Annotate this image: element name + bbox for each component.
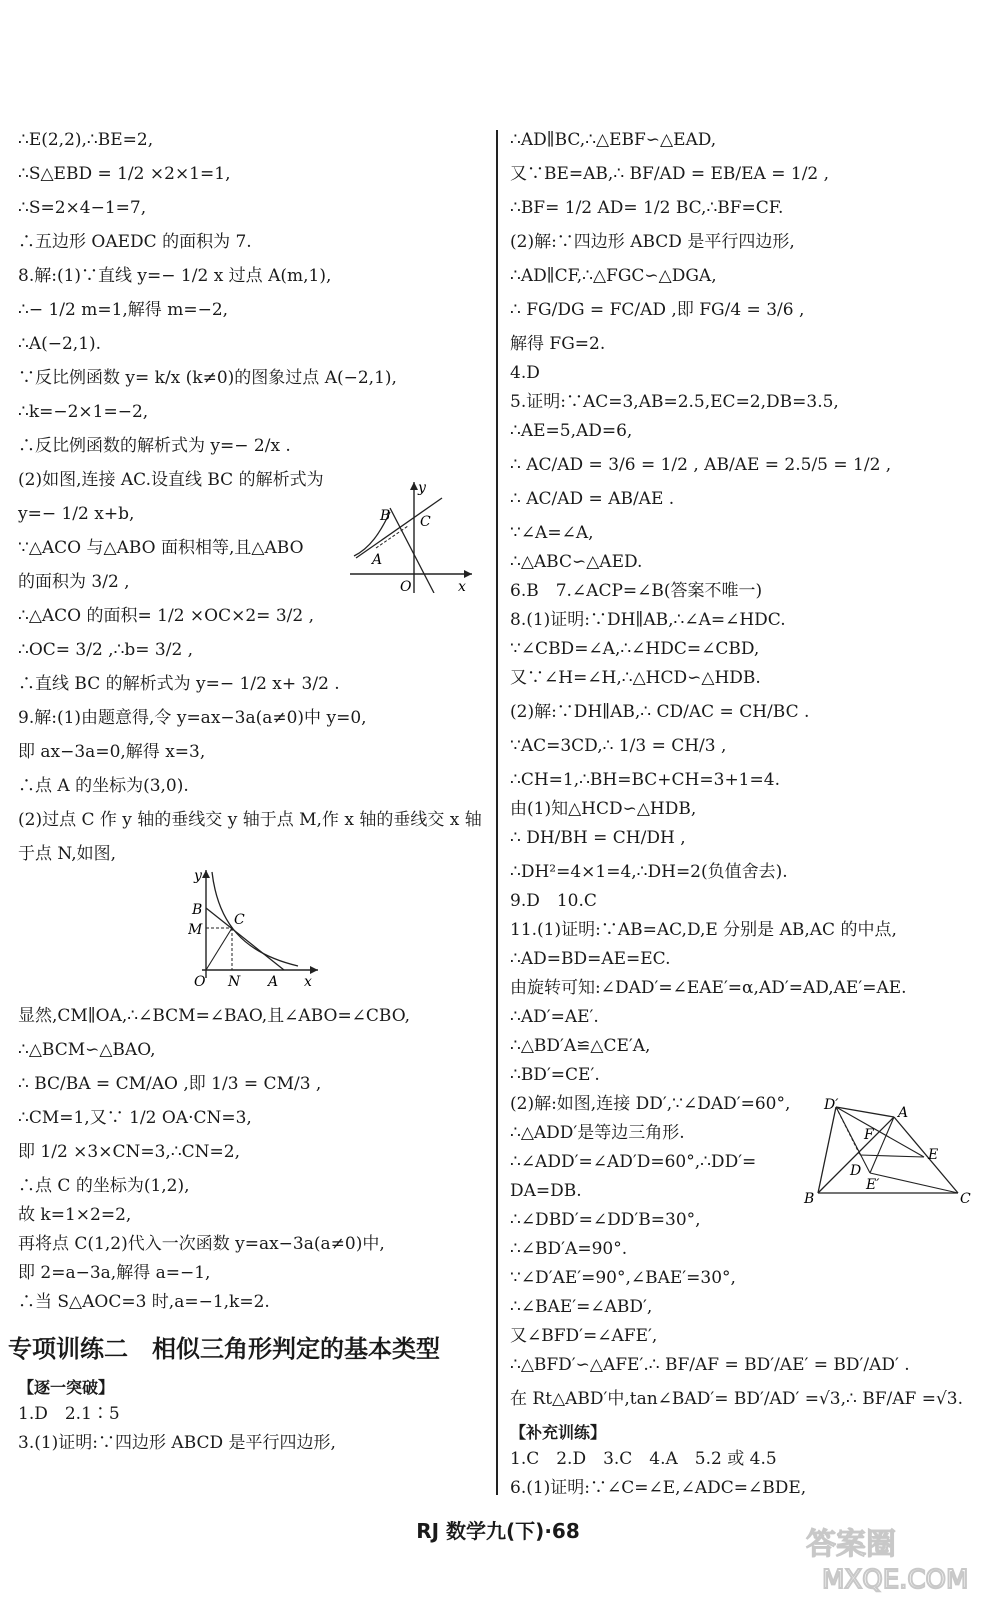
text-line: ∴直线 BC 的解析式为 y=− 1/2 x+ 3/2 . xyxy=(18,674,340,694)
text-line: 9.D 10.C xyxy=(510,891,597,911)
label-y: y xyxy=(194,868,202,884)
label-x: x xyxy=(304,974,312,990)
text-line: 5.证明:∵AC=3,AB=2.5,EC=2,DB=3.5, xyxy=(510,392,839,412)
y-axis-arrow-icon xyxy=(410,482,418,490)
text-line: 再将点 C(1,2)代入一次函数 y=ax−3a(a≠0)中, xyxy=(18,1234,385,1254)
text-line: ∴ AC/AD = AB/AE . xyxy=(510,489,675,509)
text-line: 的面积为 3/2 , xyxy=(18,572,130,592)
label-e: E xyxy=(928,1147,939,1163)
text-line: (2)过点 C 作 y 轴的垂线交 y 轴于点 M,作 x 轴的垂线交 x 轴 xyxy=(18,810,482,830)
text-line: ∴∠BAE′=∠ABD′, xyxy=(510,1297,653,1317)
text-line: ∴CH=1,∴BH=BC+CH=3+1=4. xyxy=(510,770,780,790)
label-c: C xyxy=(234,912,245,928)
watermark-url: MXQE.COM xyxy=(822,1565,969,1595)
text-line: ∴AD=BD=AE=EC. xyxy=(510,949,671,969)
x-axis-arrow-icon xyxy=(464,570,472,578)
text-line: ∴AE=5,AD=6, xyxy=(510,421,633,441)
label-n: N xyxy=(228,974,241,990)
text-line: ∴BF= 1/2 AD= 1/2 BC,∴BF=CF. xyxy=(510,198,784,218)
right-column xyxy=(510,130,980,1507)
y-axis-arrow-icon xyxy=(202,870,210,878)
text-line: 8.(1)证明:∵DH∥AB,∴∠A=∠HDC. xyxy=(510,610,786,630)
text-line: ∴E(2,2),∴BE=2, xyxy=(18,130,154,150)
text-line: ∴S=2×4−1=7, xyxy=(18,198,147,218)
text-line: 8.解:(1)∵直线 y=− 1/2 x 过点 A(m,1), xyxy=(18,266,332,286)
text-line: ∴△BFD′∽△AFE′.∴ BF/AF = BD′/AE′ = BD′/AD′ . xyxy=(510,1355,910,1375)
segment-a-e-prime xyxy=(870,1117,894,1173)
text-line: ∴CM=1,又∵ 1/2 OA·CN=3, xyxy=(18,1108,252,1128)
text-line: ∴ AC/AD = 3/6 = 1/2 , AB/AE = 2.5/5 = 1/2 , xyxy=(510,455,892,475)
text-line: ∵△ACO 与△ABO 面积相等,且△ABO xyxy=(18,538,304,558)
text-line: ∴△ACO 的面积= 1/2 ×OC×2= 3/2 , xyxy=(18,606,314,626)
section-title: 专项训练二 相似三角形判定的基本类型 xyxy=(8,1335,440,1363)
text-line: 由(1)知△HCD∽△HDB, xyxy=(510,799,697,819)
figure-2-graph xyxy=(188,868,323,990)
text-line: ∴∠ADD′=∠AD′D=60°,∴DD′= xyxy=(510,1152,757,1172)
label-f: F xyxy=(864,1127,874,1143)
text-line: ∴AD′=AE′. xyxy=(510,1007,599,1027)
watermark-text: 答案圈 xyxy=(806,1527,896,1562)
label-o: O xyxy=(194,974,206,990)
text-line: ∴五边形 OAEDC 的面积为 7. xyxy=(18,232,252,252)
text-line: 1.D 2.1∶5 xyxy=(18,1404,120,1424)
left-column xyxy=(8,130,488,1462)
segment-de xyxy=(860,1155,924,1157)
segment-e-prime-c xyxy=(870,1173,958,1193)
text-line: ∴∠BD′A=90°. xyxy=(510,1239,628,1259)
section-label: 【补充训练】 xyxy=(510,1423,607,1442)
text-line: 即 1/2 ×3×CN=3,∴CN=2, xyxy=(18,1142,240,1162)
text-line: ∴DH²=4×1=4,∴DH=2(负值舍去). xyxy=(510,862,788,882)
label-d: D xyxy=(850,1163,862,1179)
text-line: DA=DB. xyxy=(510,1181,582,1201)
text-line: ∴A(−2,1). xyxy=(18,334,102,354)
label-a: A xyxy=(372,552,383,568)
text-line: ∴S△EBD = 1/2 ×2×1=1, xyxy=(18,164,231,184)
text-line: ∴BD′=CE′. xyxy=(510,1065,600,1085)
label-o: O xyxy=(400,579,412,593)
label-m: M xyxy=(188,922,203,938)
text-line: 解得 FG=2. xyxy=(510,334,606,354)
text-line: (2)如图,连接 AC.设直线 BC 的解析式为 xyxy=(18,470,324,490)
label-e-prime: E′ xyxy=(866,1177,880,1193)
text-line: 即 2=a−3a,解得 a=−1, xyxy=(18,1263,211,1283)
text-line: 即 ax−3a=0,解得 x=3, xyxy=(18,742,206,762)
line-oc xyxy=(206,928,232,970)
label-c: C xyxy=(420,514,431,530)
text-line: 在 Rt△ABD′中,tan∠BAD′= BD′/AD′ =√3,∴ BF/AF =√3. xyxy=(510,1389,964,1409)
label-c: C xyxy=(960,1191,971,1207)
text-line: ∵AC=3CD,∴ 1/3 = CH/3 , xyxy=(510,736,727,756)
text-line: 显然,CM∥OA,∴∠BCM=∠BAO,且∠ABO=∠CBO, xyxy=(18,1006,411,1026)
figure-1-graph xyxy=(350,478,480,593)
text-line: 6.(1)证明:∵∠C=∠E,∠ADC=∠BDE, xyxy=(510,1478,807,1498)
text-line: 又∵BE=AB,∴ BF/AD = EB/EA = 1/2 , xyxy=(510,164,830,184)
text-line: 6.B 7.∠ACP=∠B(答案不唯一) xyxy=(510,581,763,601)
text-line: ∴AD∥BC,∴△EBF∽△EAD, xyxy=(510,130,717,150)
text-line: (2)解:∵DH∥AB,∴ CD/AC = CH/BC . xyxy=(510,702,810,722)
text-line: 故 k=1×2=2, xyxy=(18,1205,132,1225)
text-line: ∴点 C 的坐标为(1,2), xyxy=(18,1176,190,1196)
section-label: 【逐一突破】 xyxy=(18,1378,115,1397)
text-line: 9.解:(1)由题意得,令 y=ax−3a(a≠0)中 y=0, xyxy=(18,708,367,728)
text-line: ∴点 A 的坐标为(3,0). xyxy=(18,776,189,796)
segment-ac xyxy=(894,1117,958,1193)
text-line: ∴△BCM∽△BAO, xyxy=(18,1040,156,1060)
text-line: 1.C 2.D 3.C 4.A 5.2 或 4.5 xyxy=(510,1449,777,1469)
text-line: ∴△BD′A≌△CE′A, xyxy=(510,1036,651,1056)
label-a: A xyxy=(898,1105,909,1121)
figure-3-geometry xyxy=(800,1095,975,1210)
line-ba xyxy=(206,908,284,970)
segment-bd-prime xyxy=(818,1107,836,1193)
text-line: (2)解:∵四边形 ABCD 是平行四边形, xyxy=(510,232,795,252)
text-line: ∴− 1/2 m=1,解得 m=−2, xyxy=(18,300,229,320)
label-d-prime: D′ xyxy=(824,1097,839,1113)
page-footer: RJ 数学九(下)·68 xyxy=(416,1519,580,1543)
text-line: 11.(1)证明:∵AB=AC,D,E 分别是 AB,AC 的中点, xyxy=(510,920,897,940)
hyperbola-curve xyxy=(212,872,298,966)
text-line: ∴k=−2×1=−2, xyxy=(18,402,149,422)
text-line: 于点 N,如图, xyxy=(18,844,116,864)
x-axis-arrow-icon xyxy=(310,966,318,974)
label-b: B xyxy=(192,902,203,918)
text-line: ∴AD∥CF,∴△FGC∽△DGA, xyxy=(510,266,717,286)
label-b: B xyxy=(380,508,391,524)
text-line: 又∠BFD′=∠AFE′, xyxy=(510,1326,658,1346)
text-line: ∵∠D′AE′=90°,∠BAE′=30°, xyxy=(510,1268,736,1288)
column-divider xyxy=(496,130,498,1495)
text-line: 又∵∠H=∠H,∴△HCD∽△HDB. xyxy=(510,668,761,688)
text-line: (2)解:如图,连接 DD′,∵∠DAD′=60°, xyxy=(510,1094,791,1114)
text-line: ∵∠CBD=∠A,∴∠HDC=∠CBD, xyxy=(510,639,760,659)
text-line: y=− 1/2 x+b, xyxy=(18,504,135,524)
text-line: 由旋转可知:∠DAD′=∠EAE′=α,AD′=AD,AE′=AE. xyxy=(510,978,907,998)
text-line: ∴∠DBD′=∠DD′B=30°, xyxy=(510,1210,701,1230)
label-a: A xyxy=(268,974,279,990)
text-line: ∴OC= 3/2 ,∴b= 3/2 , xyxy=(18,640,194,660)
text-line: ∴反比例函数的解析式为 y=− 2/x . xyxy=(18,436,291,456)
text-line: ∵反比例函数 y= k/x (k≠0)的图象过点 A(−2,1), xyxy=(18,368,397,388)
text-line: ∵∠A=∠A, xyxy=(510,523,594,543)
label-x: x xyxy=(458,579,466,593)
text-line: ∴ DH/BH = CH/DH , xyxy=(510,828,686,848)
label-y: y xyxy=(418,480,426,496)
text-line: ∴当 S△AOC=3 时,a=−1,k=2. xyxy=(18,1292,270,1312)
text-line: ∴ FG/DG = FC/AD ,即 FG/4 = 3/6 , xyxy=(510,300,805,320)
text-line: 4.D xyxy=(510,363,540,383)
text-line: ∴ BC/BA = CM/AO ,即 1/3 = CM/3 , xyxy=(18,1074,322,1094)
text-line: ∴△ADD′是等边三角形. xyxy=(510,1123,685,1143)
label-b: B xyxy=(804,1191,815,1207)
text-line: ∴△ABC∽△AED. xyxy=(510,552,643,572)
watermark-logo xyxy=(800,1520,990,1596)
text-line: 3.(1)证明:∵四边形 ABCD 是平行四边形, xyxy=(18,1433,336,1453)
segment-ba xyxy=(818,1117,894,1193)
